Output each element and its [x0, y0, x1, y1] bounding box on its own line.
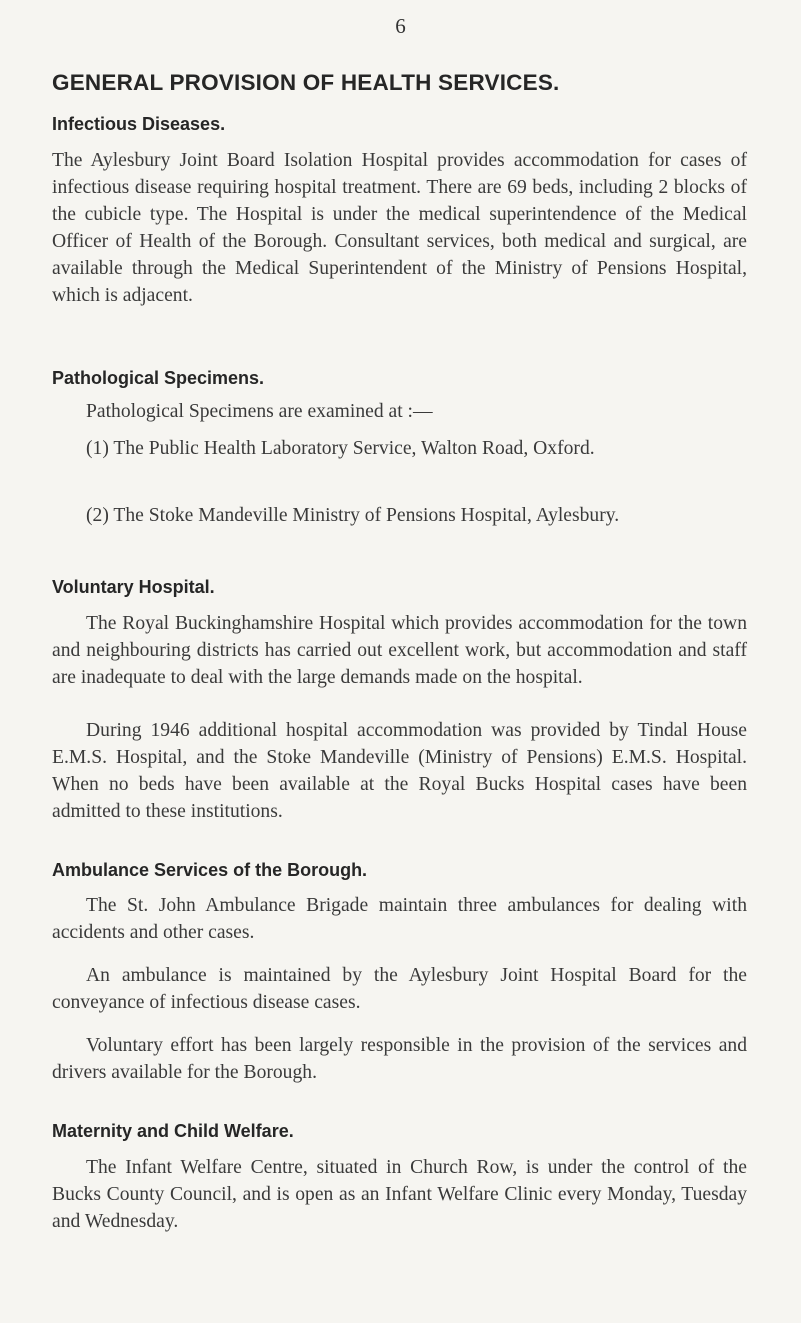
paragraph-voluntary-2: During 1946 additional hospital accommodation was provided by Tindal House E.M.S. Hospital, and the Stoke Mandeville (Ministry of Pensions) E.M.S. Hospital. When no beds have been available at the Royal Bucks Hospital cases have been admitted to these institutions.	[52, 720, 747, 822]
page-number: 6	[395, 14, 406, 38]
paragraph-voluntary-1: The Royal Buckinghamshire Hospital which provides accommodation for the town and neighbouring districts has carried out excellent work, but accommodation and staff are inadequate to deal with the large demands made on the hospital.	[52, 613, 747, 688]
paragraph-infectious-diseases: The Aylesbury Joint Board Isolation Hospital provides accommodation for cases of infectious disease requiring hospital treatment. There are 69 beds, including 2 blocks of the cubicle type. The Hospital is under the medical superintendence of the Medical Officer of Health of the Borough. Consultant services, both medical and surgical, are available through the Medical Superintendent of the Ministry of Pensions Hospital, which is adjacent.	[52, 150, 747, 306]
heading-ambulance-services: Ambulance Services of the Borough.	[52, 860, 368, 880]
heading-pathological-specimens: Pathological Specimens.	[52, 368, 265, 388]
paragraph-pathological-item-1: (1) The Public Health Laboratory Service, Walton Road, Oxford.	[86, 438, 595, 459]
page-title: GENERAL PROVISION OF HEALTH SERVICES.	[52, 70, 560, 95]
heading-infectious-diseases: Infectious Diseases.	[52, 114, 226, 134]
paragraph-pathological-intro: Pathological Specimens are examined at :—	[86, 401, 433, 422]
paragraph-pathological-item-2: (2) The Stoke Mandeville Ministry of Pensions Hospital, Aylesbury.	[86, 505, 620, 526]
heading-maternity-child-welfare: Maternity and Child Welfare.	[52, 1121, 294, 1141]
paragraph-ambulance-2: An ambulance is maintained by the Aylesbury Joint Hospital Board for the conveyance of infectious disease cases.	[52, 965, 747, 1013]
heading-voluntary-hospital: Voluntary Hospital.	[52, 577, 215, 597]
paragraph-ambulance-3: Voluntary effort has been largely responsible in the provision of the services and drivers available for the Borough.	[52, 1035, 747, 1083]
paragraph-ambulance-1: The St. John Ambulance Brigade maintain three ambulances for dealing with accidents and other cases.	[52, 895, 747, 943]
paragraph-maternity: The Infant Welfare Centre, situated in Church Row, is under the control of the Bucks County Council, and is open as an Infant Welfare Clinic every Monday, Tuesday and Wednesday.	[52, 1157, 747, 1232]
